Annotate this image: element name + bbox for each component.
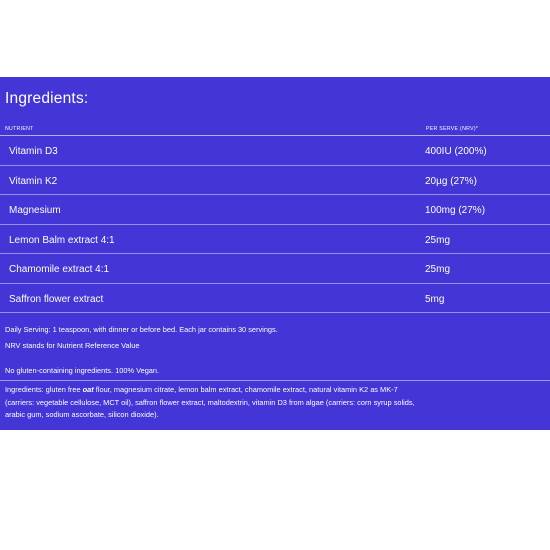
column-header-nutrient: NUTRIENT	[5, 126, 34, 132]
nutrient-name: Magnesium	[9, 205, 61, 216]
ingredients-line-2: (carriers: vegetable cellulose, MCT oil), saffron flower extract, maltodextrin, vitamin D3 from algae (carriers: corn syrup solids,	[5, 397, 415, 407]
table-row	[0, 254, 550, 284]
table-row	[0, 284, 550, 314]
gluten-note: No gluten-containing ingredients. 100% Vegan.	[5, 366, 160, 375]
nutrient-name: Vitamin K2	[9, 175, 58, 187]
per-serve-value: 400IU (200%)	[425, 146, 487, 157]
ingredients-line-1	[5, 384, 547, 397]
table-row	[0, 166, 550, 196]
per-serve-value: 20µg (27%)	[425, 175, 477, 187]
per-serve-value: 100mg (27%)	[425, 205, 486, 216]
ingredients-emphasis: oat	[82, 385, 94, 394]
nutrient-name: Saffron flower extract	[9, 293, 104, 305]
table-row	[0, 195, 550, 225]
per-serve-value: 25mg	[425, 234, 451, 246]
panel-title: Ingredients:	[5, 90, 89, 107]
ingredients-panel	[0, 77, 550, 430]
per-serve-value: 25mg	[425, 264, 451, 275]
daily-serving-note: Daily Serving: 1 teaspoon, with dinner or before bed. Each jar contains 30 servings.	[5, 325, 278, 334]
table-row	[0, 136, 550, 166]
ingredients-line-1-rest: flour, magnesium citrate, lemon balm extract, chamomile extract, natural vitamin K2 as MK-7	[93, 385, 398, 394]
nrv-note: NRV stands for Nutrient Reference Value	[5, 341, 140, 350]
nutrient-name: Chamomile extract 4:1	[9, 264, 110, 275]
column-header-per-serve: PER SERVE (NRV)*	[426, 126, 479, 132]
ingredients-list	[5, 384, 547, 422]
ingredients-divider	[0, 380, 550, 381]
ingredients-line-3: arabic gum, sodium ascorbate, silicon dioxide).	[5, 410, 159, 420]
ingredients-prefix: Ingredients: gluten free	[5, 385, 83, 394]
nutrient-name: Vitamin D3	[9, 146, 58, 157]
nutrient-name: Lemon Balm extract 4:1	[9, 234, 115, 246]
table-row	[0, 225, 550, 255]
nutrient-table	[0, 136, 550, 313]
per-serve-value: 5mg	[425, 293, 445, 305]
